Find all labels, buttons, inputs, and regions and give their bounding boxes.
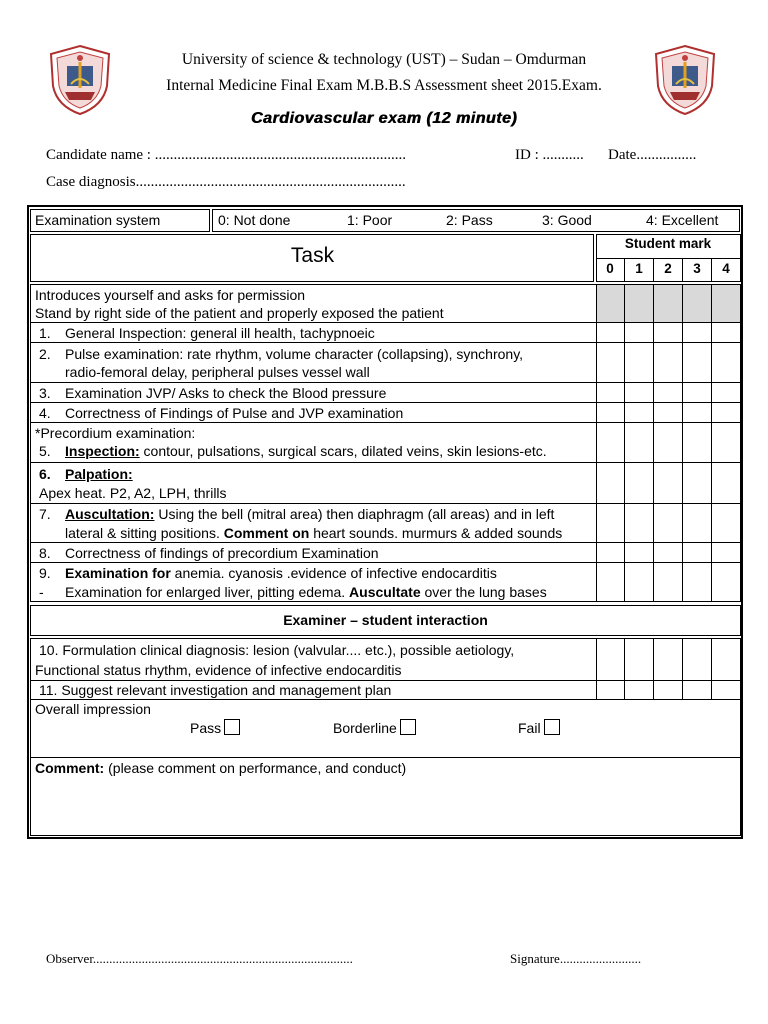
- fail-option[interactable]: Fail: [518, 719, 560, 737]
- task-5: 5. Inspection: contour, pulsations, surgical scars, dilated veins, skin lesions-etc.: [39, 443, 547, 459]
- task-7: 7. Auscultation: Using the bell (mitral area) then diaphragm (all areas) and in left: [39, 506, 555, 522]
- task-9: 9. Examination for anemia. cyanosis .evidence of infective endocarditis: [39, 565, 497, 581]
- pass-option[interactable]: Pass: [190, 719, 240, 737]
- scale-level-2: 2: Pass: [446, 212, 493, 228]
- scale-label: Examination system: [35, 212, 161, 228]
- case-diagnosis-field[interactable]: Case diagnosis........................................................................: [46, 174, 406, 190]
- task-8: 8. Correctness of findings of precordium Examination: [39, 545, 379, 561]
- task-9-continued: - Examination for enlarged liver, pitting edema. Auscultate over the lung bases: [39, 584, 547, 600]
- task-6: 6. Palpation:: [39, 466, 133, 482]
- task-2-continued: radio-femoral delay, peripheral pulses vessel wall: [65, 364, 370, 380]
- task-3: 3. Examination JVP/ Asks to check the Blood pressure: [39, 385, 387, 401]
- observer-field[interactable]: Observer................................................................................: [46, 951, 353, 966]
- borderline-checkbox[interactable]: [400, 719, 416, 735]
- mark-header-2: 2: [664, 261, 672, 276]
- task-6-detail: Apex heat. P2, A2, LPH, thrills: [39, 485, 227, 501]
- precordium-heading: *Precordium examination:: [35, 425, 196, 441]
- mark-header-0: 0: [606, 261, 614, 276]
- date-field[interactable]: Date................: [608, 147, 697, 163]
- task-header: Task: [290, 244, 335, 267]
- page-title: Cardiovascular exam (12 minute): [250, 110, 518, 127]
- pass-checkbox[interactable]: [224, 719, 240, 735]
- borderline-option[interactable]: Borderline: [333, 719, 416, 737]
- student-mark-label: Student mark: [624, 236, 712, 251]
- overall-impression-label: Overall impression: [35, 701, 151, 717]
- university-name: University of science & technology (UST) – Sudan – Omdurman: [181, 51, 587, 68]
- candidate-name-field[interactable]: Candidate name : ...................................................................: [46, 147, 406, 163]
- task-11: 11. Suggest relevant investigation and management plan: [39, 682, 392, 698]
- task-10-continued: Functional status rhythm, evidence of infective endocarditis: [35, 662, 402, 678]
- id-field[interactable]: ID : ...........: [515, 147, 584, 163]
- fail-checkbox[interactable]: [544, 719, 560, 735]
- scale-level-3: 3: Good: [542, 212, 592, 228]
- mark-header-3: 3: [693, 261, 701, 276]
- mark-header-4: 4: [722, 261, 730, 276]
- exam-name: Internal Medicine Final Exam M.B.B.S Assessment sheet 2015.Exam.: [166, 77, 602, 94]
- task-intro-2: Stand by right side of the patient and properly exposed the patient: [35, 305, 444, 321]
- task-1: 1. General Inspection: general ill health, tachypnoeic: [39, 325, 375, 341]
- task-10: 10. Formulation clinical diagnosis: lesion (valvular.... etc.), possible aetiology,: [39, 642, 515, 658]
- scale-level-4: 4: Excellent: [646, 212, 719, 228]
- task-4: 4. Correctness of Findings of Pulse and JVP examination: [39, 405, 404, 421]
- scale-level-0: 0: Not done: [218, 212, 291, 228]
- scale-level-1: 1: Poor: [347, 212, 393, 228]
- mark-header-1: 1: [635, 261, 643, 276]
- task-intro-1: Introduces yourself and asks for permission: [35, 287, 306, 303]
- signature-field[interactable]: Signature.........................: [510, 951, 642, 966]
- task-7-continued: lateral & sitting positions. Comment on heart sounds. murmurs & added sounds: [65, 525, 563, 541]
- comment-label: Comment: (please comment on performance, and conduct): [35, 760, 407, 776]
- interaction-heading: Examiner – student interaction: [283, 612, 488, 628]
- task-2: 2. Pulse examination: rate rhythm, volume character (collapsing), synchrony,: [39, 346, 524, 362]
